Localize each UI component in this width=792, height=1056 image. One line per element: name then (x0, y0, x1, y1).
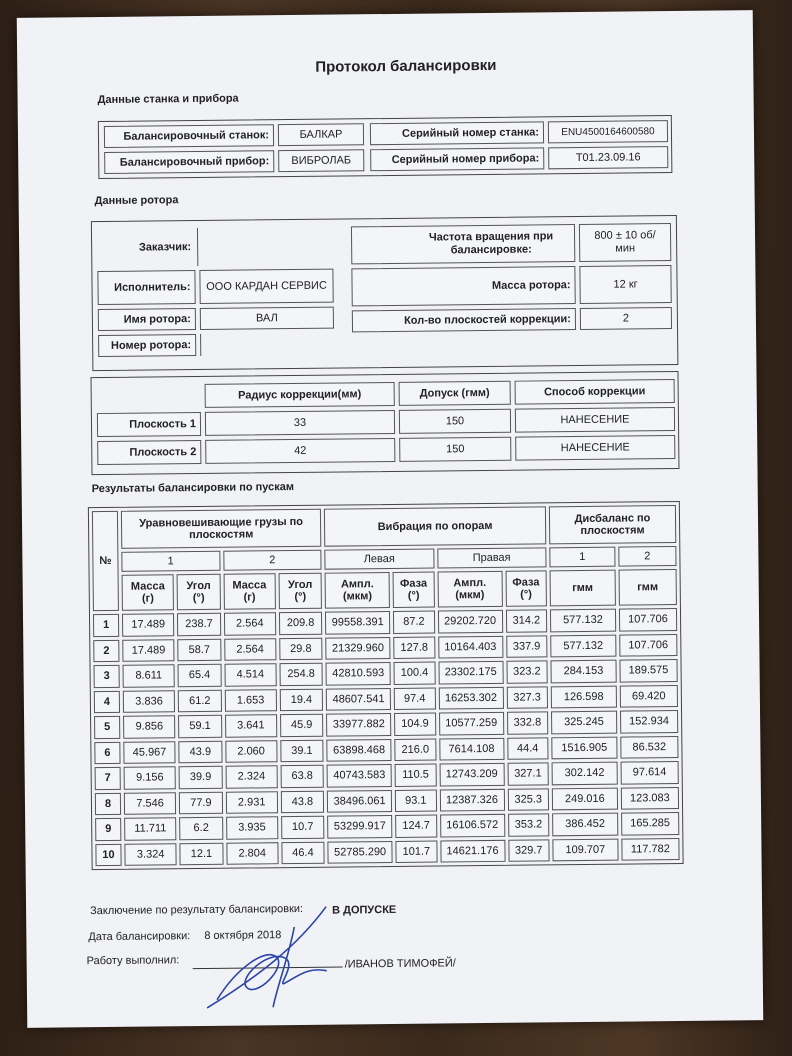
table-cell: 77.9 (179, 791, 223, 814)
table-cell: 2.564 (224, 638, 277, 661)
plane1-label: Плоскость 1 (97, 412, 201, 437)
radius-header: Радиус коррекции(мм) (205, 382, 395, 408)
plane1-radius: 33 (205, 410, 395, 436)
executor-label: Исполнитель: (97, 270, 195, 305)
table-cell: 11.711 (124, 817, 177, 840)
weights-plane1: 1 (121, 551, 220, 572)
table-cell: 69.420 (620, 684, 678, 707)
table-cell: 29.8 (279, 637, 323, 660)
device-serial-value: Т01.23.09.16 (548, 146, 668, 169)
row-number: 1 (93, 614, 119, 637)
no-header: № (92, 511, 119, 611)
ampl-right-header: Ампл. (мкм) (437, 571, 502, 608)
table-cell: 577.132 (550, 634, 616, 657)
plane1-tolerance: 150 (399, 409, 511, 434)
table-cell: 104.9 (394, 713, 436, 736)
vibration-right: Правая (437, 547, 547, 568)
table-cell: 337.9 (506, 635, 548, 658)
table-cell: 109.707 (552, 838, 618, 861)
table-cell: 86.532 (620, 735, 678, 758)
table-cell: 63.8 (280, 765, 324, 788)
date-label: Дата балансировки: (88, 930, 191, 944)
customer-value (197, 228, 199, 266)
table-cell: 101.7 (396, 840, 438, 863)
table-cell: 12387.326 (439, 788, 504, 811)
vibration-header: Вибрация по опорам (324, 506, 546, 546)
table-cell: 29202.720 (437, 610, 502, 633)
row-number: 5 (94, 716, 120, 739)
document-page (17, 10, 764, 1028)
rotor-name-value: ВАЛ (200, 307, 334, 330)
table-row (93, 633, 677, 662)
table-cell: 209.8 (279, 612, 323, 635)
table-cell: 7.546 (124, 792, 177, 815)
table-cell: 40743.583 (327, 764, 392, 787)
rotor-number-label: Номер ротора: (98, 334, 196, 357)
phase-right-header: Фаза (°) (505, 570, 547, 606)
table-cell: 3.324 (124, 843, 177, 866)
table-cell: 2.804 (226, 842, 279, 865)
imbalance-header: Дисбаланс по плоскостям (549, 505, 676, 544)
performed-label: Работу выполнил: (86, 954, 180, 968)
table-cell: 314.2 (506, 609, 548, 632)
row-number: 3 (94, 665, 120, 688)
rotor-mass-value: 12 кг (579, 265, 671, 304)
table-row (95, 761, 679, 790)
table-cell: 123.083 (621, 786, 679, 809)
device-value: ВИБРОЛАБ (278, 149, 364, 172)
table-cell: 3.836 (123, 690, 176, 713)
table-cell: 17.489 (122, 613, 175, 636)
imbalance-plane2: 2 (618, 546, 676, 567)
table-cell: 353.2 (508, 813, 550, 836)
table-cell: 65.4 (178, 664, 222, 687)
row-number: 8 (95, 792, 121, 815)
table-cell: 58.7 (178, 638, 222, 661)
table-cell: 45.967 (123, 741, 176, 764)
row-number: 4 (94, 690, 120, 713)
table-cell: 100.4 (394, 662, 436, 685)
table-cell: 12743.209 (439, 763, 504, 786)
table-cell: 2.931 (225, 791, 278, 814)
table-cell: 21329.960 (325, 637, 390, 660)
table-cell: 33977.882 (326, 713, 391, 736)
table-cell: 327.3 (506, 686, 548, 709)
plane2-radius: 42 (205, 438, 395, 464)
mass2-header: Масса (г) (223, 573, 276, 610)
vibration-left: Левая (324, 549, 434, 570)
table-cell: 7614.108 (439, 737, 504, 760)
table-cell: 16253.302 (438, 686, 503, 709)
speed-value: 800 ± 10 об/мин (579, 223, 671, 262)
table-cell: 2.324 (225, 765, 278, 788)
table-cell: 10.7 (281, 816, 325, 839)
table-cell: 107.706 (619, 633, 677, 656)
table-cell: 87.2 (393, 611, 435, 634)
table-cell: 325.3 (507, 788, 549, 811)
executor-value: ООО КАРДАН СЕРВИС (199, 269, 333, 304)
table-cell: 325.245 (551, 711, 617, 734)
rotor-number-value (200, 334, 202, 356)
table-cell: 165.285 (621, 812, 679, 835)
table-cell: 284.153 (550, 660, 616, 683)
table-cell: 46.4 (281, 841, 325, 864)
table-cell: 99558.391 (325, 611, 390, 634)
gmm1-header: гмм (549, 570, 615, 607)
rotor-section-title: Данные ротора (94, 194, 179, 208)
rotor-mass-label: Масса ротора: (351, 266, 575, 306)
table-cell: 238.7 (177, 613, 221, 636)
results-section-title: Результаты балансировки по пускам (91, 481, 295, 496)
table-cell: 63898.468 (326, 738, 391, 761)
table-cell: 249.016 (552, 787, 618, 810)
table-row (95, 837, 679, 866)
planes-label: Кол-во плоскостей коррекции: (352, 308, 576, 332)
table-row (93, 608, 677, 637)
plane2-tolerance: 150 (399, 437, 511, 462)
table-cell: 97.614 (620, 761, 678, 784)
conclusion-value: В ДОПУСКЕ (332, 903, 397, 917)
method-header: Способ коррекции (515, 379, 675, 405)
document-title: Протокол балансировки (315, 56, 497, 76)
table-cell: 577.132 (550, 609, 616, 632)
performed-value: /ИВАНОВ ТИМОФЕЙ/ (344, 957, 456, 971)
device-label: Балансировочный прибор: (104, 150, 274, 174)
table-row (94, 659, 678, 688)
table-cell: 6.2 (179, 817, 223, 840)
table-cell: 59.1 (178, 715, 222, 738)
table-cell: 19.4 (280, 688, 324, 711)
plane2-label: Плоскость 2 (97, 440, 201, 465)
conclusion-label: Заключение по результату балансировки: (90, 902, 304, 918)
row-number: 7 (95, 767, 121, 790)
table-cell: 117.782 (621, 837, 679, 860)
machine-serial-label: Серийный номер станка: (370, 121, 544, 145)
signature-stroke (206, 907, 327, 1008)
table-cell: 1.653 (224, 689, 277, 712)
results-table (88, 501, 684, 870)
machine-label: Балансировочный станок: (104, 124, 274, 148)
weights-header: Уравновешивающие грузы по плоскостям (121, 509, 322, 549)
table-row (94, 735, 678, 764)
row-number: 6 (94, 741, 120, 764)
table-cell: 9.156 (124, 766, 177, 789)
machine-value: БАЛКАР (278, 123, 364, 146)
table-row (94, 684, 678, 713)
planes-value: 2 (580, 307, 672, 330)
table-cell: 2.060 (225, 740, 278, 763)
table-cell: 124.7 (395, 815, 437, 838)
table-cell: 254.8 (279, 663, 323, 686)
device-serial-label: Серийный номер прибора: (370, 147, 544, 171)
machine-section-title: Данные станка и прибора (97, 92, 239, 107)
table-cell: 61.2 (178, 689, 222, 712)
weights-plane2: 2 (223, 550, 322, 571)
row-number: 10 (95, 843, 121, 866)
table-cell: 39.9 (179, 766, 223, 789)
table-cell: 110.5 (395, 764, 437, 787)
table-cell: 48607.541 (326, 687, 391, 710)
speed-label: Частота вращения при балансировке: (351, 224, 575, 264)
table-cell: 332.8 (507, 711, 549, 734)
table-cell: 44.4 (507, 737, 549, 760)
table-cell: 10577.259 (439, 712, 504, 735)
table-cell: 45.9 (280, 714, 324, 737)
plane2-method: НАНЕСЕНИЕ (515, 435, 675, 461)
rotor-name-label: Имя ротора: (98, 308, 196, 331)
table-cell: 386.452 (552, 813, 618, 836)
table-cell: 189.575 (619, 659, 677, 682)
table-cell: 43.9 (179, 740, 223, 763)
table-cell: 93.1 (395, 789, 437, 812)
table-cell: 323.2 (506, 660, 548, 683)
ampl-left-header: Ампл. (мкм) (325, 572, 390, 609)
table-cell: 52785.290 (328, 840, 393, 863)
signature (176, 886, 377, 1016)
table-cell: 216.0 (394, 738, 436, 761)
table-cell: 2.564 (224, 612, 277, 635)
table-cell: 302.142 (551, 762, 617, 785)
table-row (95, 786, 679, 815)
table-cell: 97.4 (394, 687, 436, 710)
table-cell: 10164.403 (438, 635, 503, 658)
table-cell: 39.1 (280, 739, 324, 762)
table-cell: 23302.175 (438, 661, 503, 684)
table-cell: 14621.176 (440, 839, 505, 862)
table-cell: 127.8 (393, 636, 435, 659)
mass1-header: Масса (г) (122, 574, 175, 611)
table-cell: 3.641 (225, 714, 278, 737)
table-row (95, 812, 679, 841)
gmm2-header: гмм (618, 569, 677, 606)
table-cell: 42810.593 (326, 662, 391, 685)
imbalance-plane1: 1 (549, 547, 615, 568)
table-cell: 12.1 (180, 842, 224, 865)
angle2-header: Угол (°) (278, 573, 322, 609)
table-cell: 16106.572 (440, 814, 505, 837)
customer-label: Заказчик: (138, 240, 192, 254)
machine-serial-value: ENU4500164600580 (548, 120, 668, 143)
table-row (94, 710, 678, 739)
table-cell: 329.7 (508, 839, 550, 862)
table-cell: 126.598 (551, 685, 617, 708)
row-number: 9 (95, 818, 121, 841)
tolerance-header: Допуск (гмм) (399, 381, 511, 406)
date-value: 8 октября 2018 (204, 929, 282, 942)
table-cell: 152.934 (620, 710, 678, 733)
table-cell: 9.856 (123, 715, 176, 738)
plane1-method: НАНЕСЕНИЕ (515, 407, 675, 433)
table-cell: 4.514 (224, 663, 277, 686)
table-cell: 43.8 (281, 790, 325, 813)
table-cell: 38496.061 (327, 789, 392, 812)
table-cell: 17.489 (122, 639, 175, 662)
table-cell: 8.611 (123, 664, 176, 687)
angle1-header: Угол (°) (177, 574, 221, 610)
table-cell: 107.706 (619, 608, 677, 631)
table-cell: 327.1 (507, 762, 549, 785)
table-cell: 3.935 (226, 816, 279, 839)
table-cell: 53299.917 (327, 815, 392, 838)
row-number: 2 (93, 639, 119, 662)
table-cell: 1516.905 (551, 736, 617, 759)
phase-left-header: Фаза (°) (393, 572, 435, 608)
